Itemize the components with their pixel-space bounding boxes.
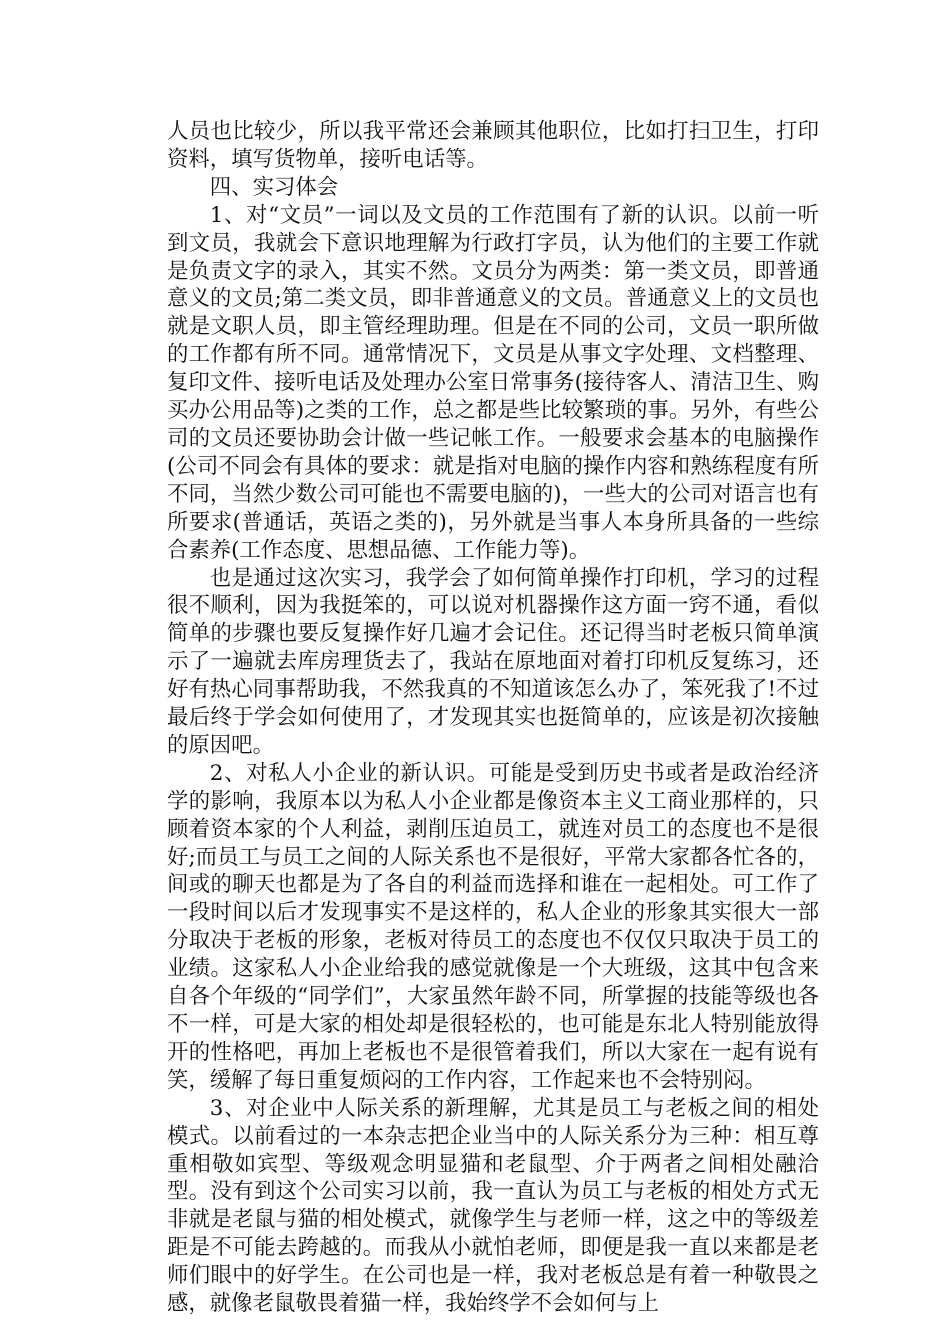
paragraph-printer: 也是通过这次实习，我学会了如何简单操作打印机，学习的过程很不顺利，因为我挺笨的，可以说对机器操作这方面一窍不通，看似简单的步骤也要反复操作好几遍才会记住。还记得当时老板只简单演示了一遍就去库房理货去了，我站在原地面对着打印机反复练习，还好有热心同事帮助我，不然我真的不知道该怎么办了，笨死我了!不过最后终于学会如何使用了，才发现其实也挺简单的，应该是初次接触的原因吧。 xyxy=(167,565,819,758)
section-heading: 四、实习体会 xyxy=(209,174,339,200)
paragraph-small-enterprise: 2、对私人小企业的新认识。可能是受到历史书或者是政治经济学的影响，我原本以为私人小企业都是像资本主义工商业那样的，只顾着资本家的个人利益，剥削压迫员工，就连对员工的态度也不是很好;而员工与员工之间的人际关系也不是很好，平常大家都各忙各的，间或的聊天也都是为了各自的利益而选择和谁在一起相处。可工作了一段时间以后才发现事实不是这样的，私人企业的形象其实很大一部分取决于老板的形象，老板对待员工的态度也不仅仅只取决于员工的业绩。这家私人小企业给我的感觉就像是一个大班级，这其中包含来自各个年级的“同学们”，大家虽然年龄不同，所掌握的技能等级也各不一样，可是大家的相处却是很轻松的，也可能是东北人特别能放得开的性格吧，再加上老板也不是很管着我们，所以大家在一起有说有笑，缓解了每日重复烦闷的工作内容，工作起来也不会特别闷。 xyxy=(167,760,819,1093)
document-page xyxy=(167,118,819,1318)
paragraph-continuation: 人员也比较少，所以我平常还会兼顾其他职位，比如打扫卫生，打印资料，填写货物单，接听电话等。 xyxy=(167,119,819,172)
paragraph-clerk-role: 1、对“文员”一词以及文员的工作范围有了新的认识。以前一听到文员，我就会下意识地理解为行政打字员，认为他们的主要工作就是负责文字的录入，其实不然。文员分为两类：第一类文员，即普通意义的文员;第二类文员，即非普通意义的文员。普通意义上的文员也就是文职人员，即主管经理助理。但是在不同的公司，文员一职所做的工作都有所不同。通常情况下，文员是从事文字处理、文档整理、复印文件、接听电话及处理办公室日常事务(接待客人、清洁卫生、购买办公用品等)之类的工作，总之都是些比较繁琐的事。另外，有些公司的文员还要协助会计做一些记帐工作。一般要求会基本的电脑操作(公司不同会有具体的要求：就是指对电脑的操作内容和熟练程度有所不同，当然少数公司可能也不需要电脑的)，一些大的公司对语言也有所要求(普通话，英语之类的)，另外就是当事人本身所具备的一些综合素养(工作态度、思想品德、工作能力等)。 xyxy=(167,202,819,563)
paragraph-relationships: 3、对企业中人际关系的新理解，尤其是员工与老板之间的相处模式。以前看过的一本杂志把企业当中的人际关系分为三种：相互尊重相敬如宾型、等级观念明显猫和老鼠型、介于两者之间相处融洽型。没有到这个公司实习以前，我一直认为员工与老板的相处方式无非就是老鼠与猫的相处模式，就像学生与老师一样，这之中的等级差距是不可能去跨越的。而我从小就怕老师，即便是我一直以来都是老师们眼中的好学生。在公司也是一样，我对老板总是有着一种敬畏之感，就像老鼠敬畏着猫一样，我始终学不会如何与上 xyxy=(167,1095,819,1317)
